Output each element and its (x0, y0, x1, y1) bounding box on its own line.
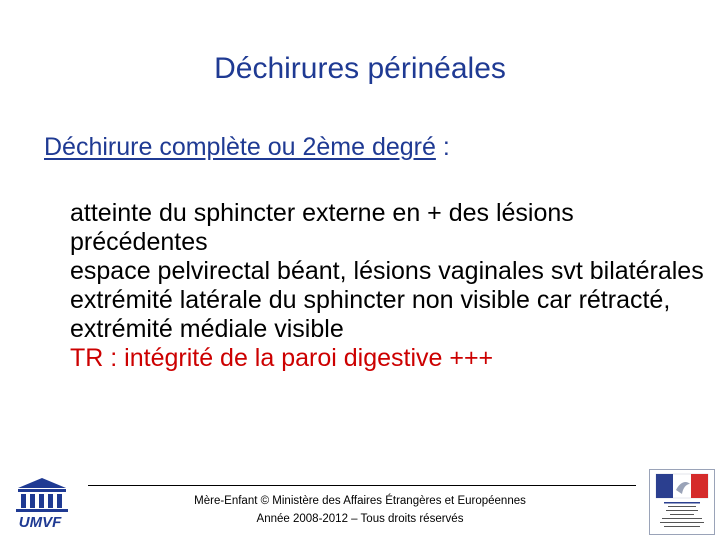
section-heading (44, 133, 450, 162)
list-item: extrémité latérale du sphincter non visible car rétracté, extrémité médiale visible (70, 286, 671, 343)
footer-divider (88, 485, 636, 486)
list-item: espace pelvirectal béant, lésions vaginales svt bilatérales (70, 257, 704, 285)
footer-copyright: Mère-Enfant © Ministère des Affaires Étrangères et Européennes (194, 495, 526, 507)
footer (100, 492, 620, 528)
list-item: atteinte du sphincter externe en + des lésions précédentes (70, 199, 574, 256)
slide-title: Déchirures périnéales (214, 52, 506, 85)
footer-rights: Année 2008-2012 – Tous droits réservés (256, 513, 464, 525)
section-heading-text: Déchirure complète ou 2ème degré (44, 133, 436, 161)
ministry-seal-icon (649, 469, 715, 535)
umvf-logo (12, 476, 72, 534)
list-item-highlight: TR : intégrité de la paroi digestive +++ (70, 344, 494, 372)
umvf-logo-text: UMVF (18, 514, 62, 531)
section-heading-colon: : (435, 133, 450, 161)
ministry-flag-icon (650, 470, 714, 534)
bullet-list (70, 199, 710, 373)
temple-icon (12, 476, 72, 516)
